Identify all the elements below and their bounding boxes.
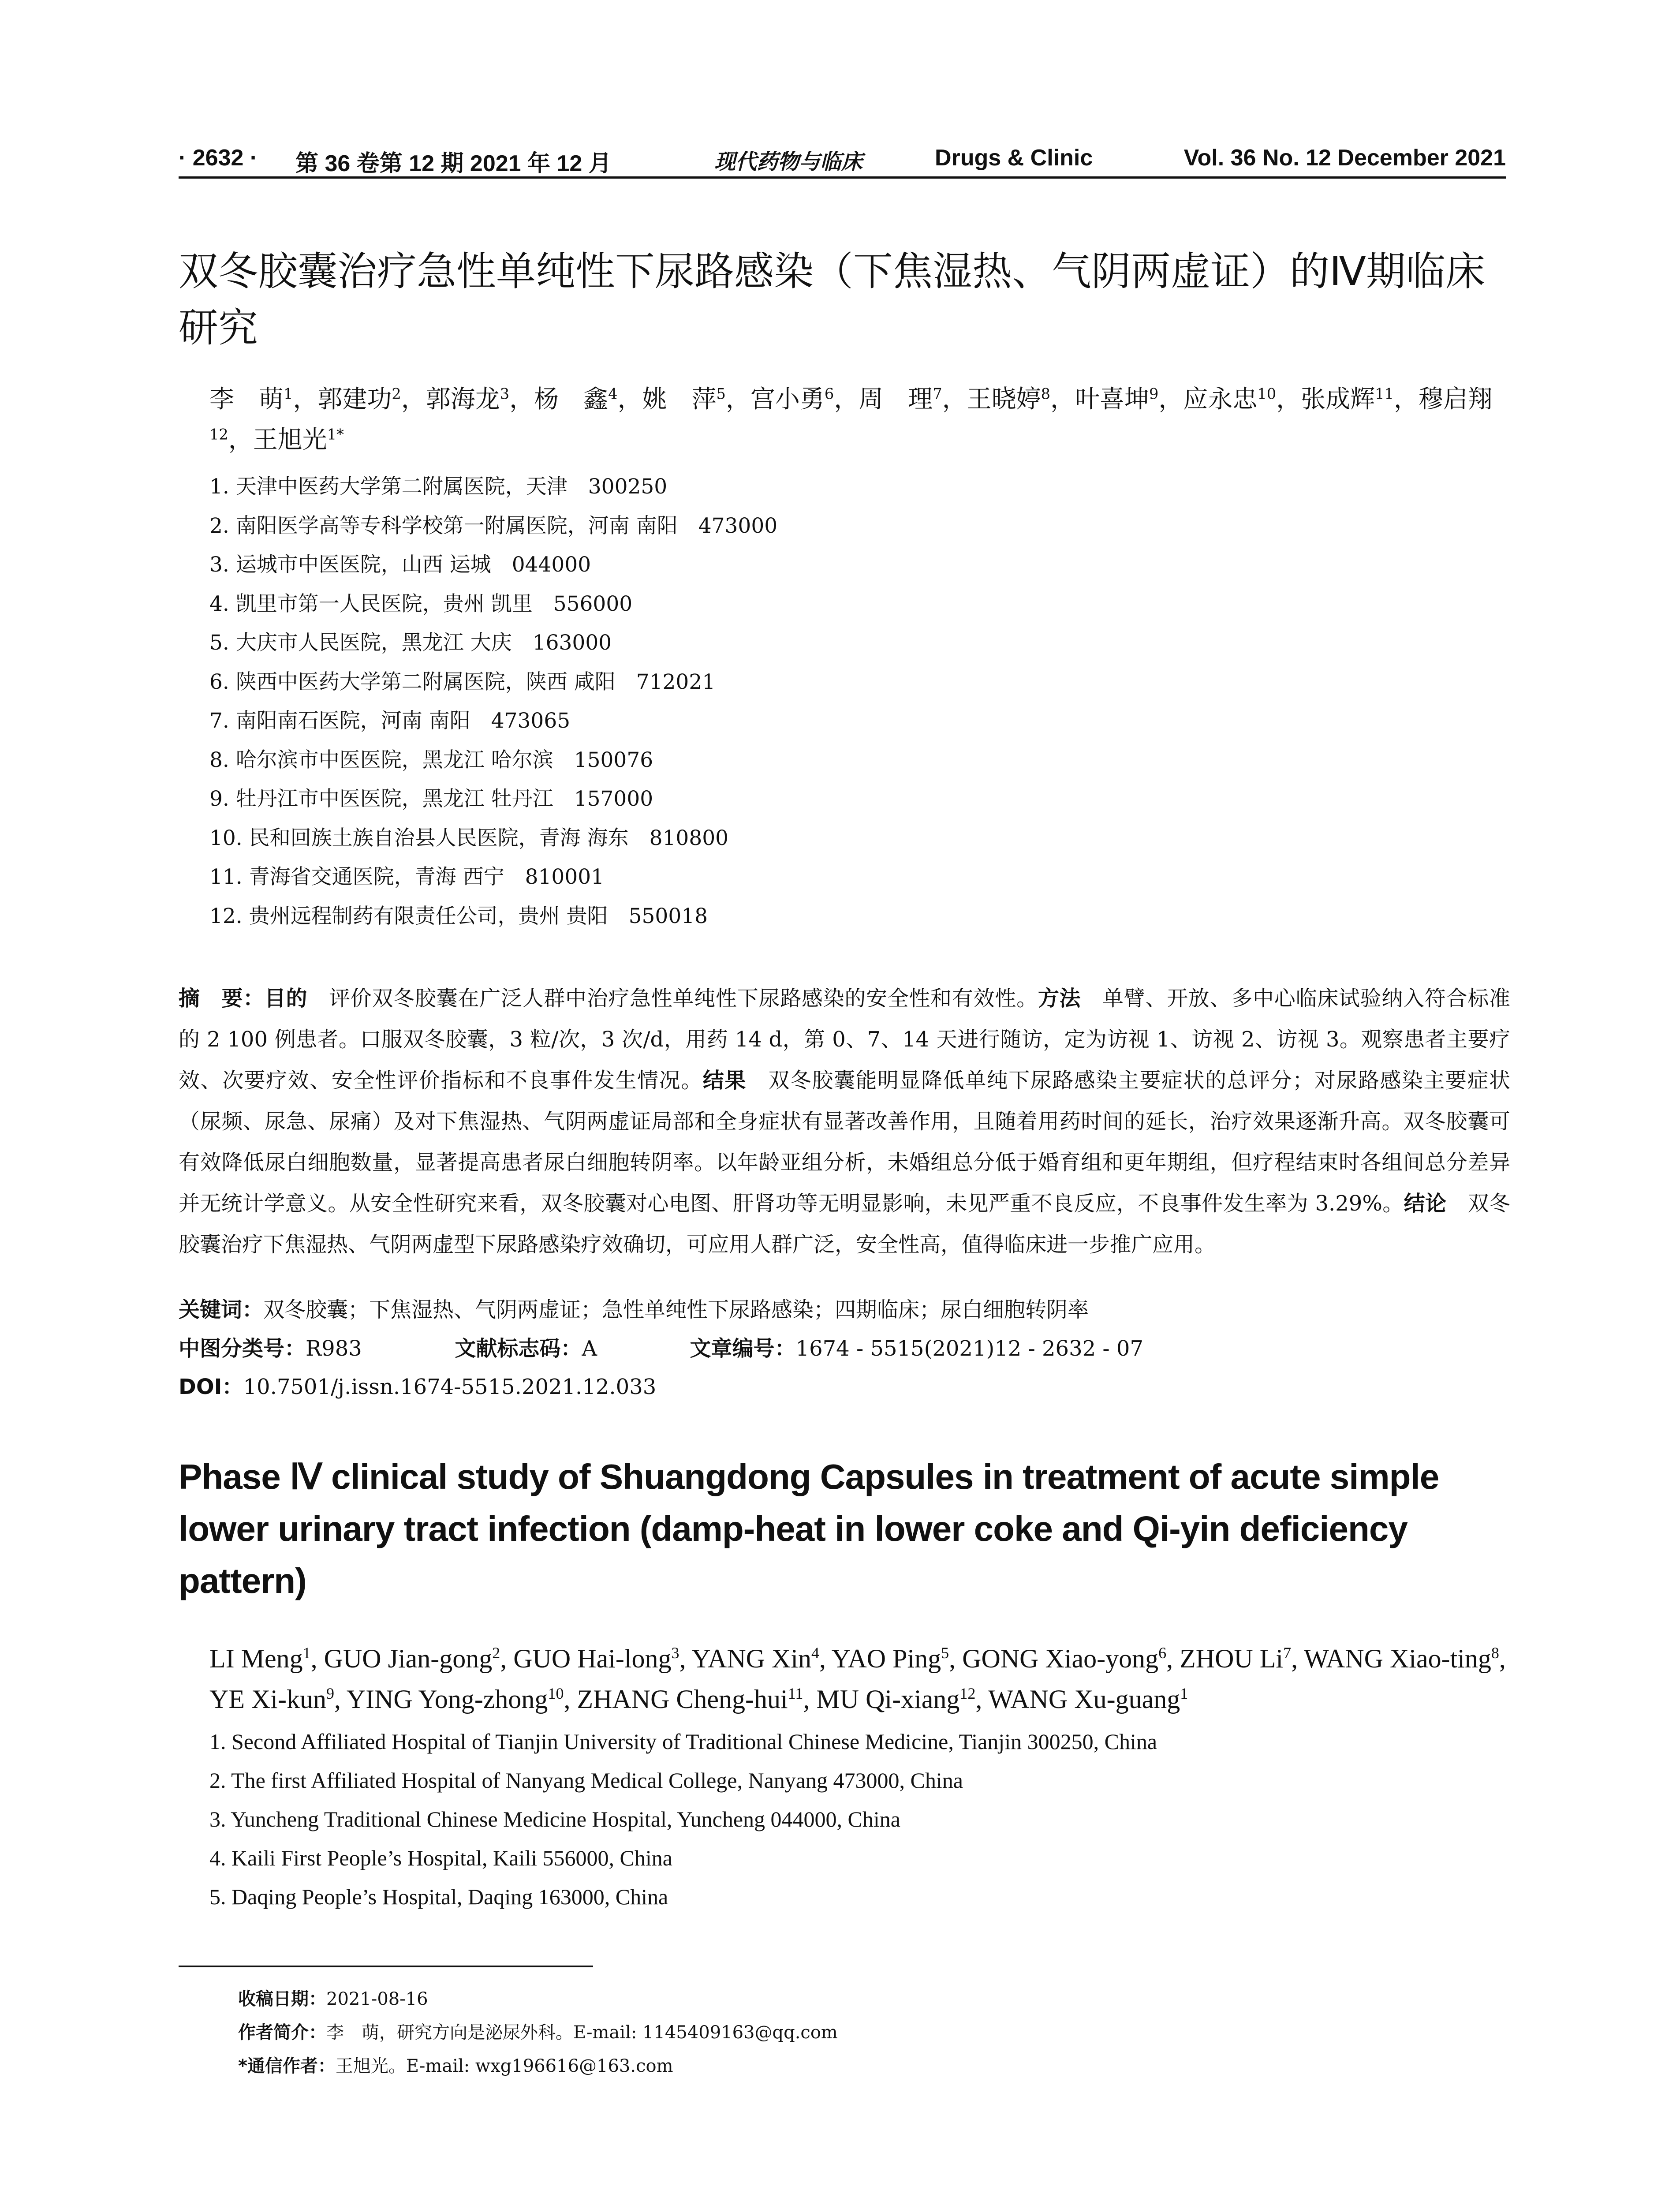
received-date: 2021-08-16 <box>326 1989 428 2009</box>
author-cn-name: 郭建功 <box>317 385 392 414</box>
affiliation-cn-item: 12. 贵州远程制药有限责任公司，贵州 贵阳 550018 <box>209 904 708 928</box>
author-cn-affiliation-mark: 9 <box>1149 385 1159 403</box>
clc-label: 中图分类号： <box>179 1336 306 1361</box>
affiliation-en-item: 5. Daqing People’s Hospital, Daqing 163000, China <box>209 1884 668 1909</box>
affiliations-cn <box>209 467 1488 936</box>
author-cn-affiliation-mark: 1 <box>284 385 293 403</box>
affiliation-cn-item: 11. 青海省交通医院，青海 西宁 810001 <box>209 865 605 889</box>
authors-en: LI Meng$^1$, GUO Jian-gong$^2$, GUO Hai-long$^3$, YANG Xin$^4$, YAO Ping$^5$, GONG Xiao-yong$^6$, ZHOU Li$^7$, WANG Xiao-ting$^8$, YE Xi-kun$^9$, YING Yong-zhong$^{10}$, ZHANG Cheng-hui$^{11}$, MU Qi-xiang$^{12}$, WANG Xu-guang$^1$ <box>209 1644 1506 1714</box>
author-cn-affiliation-mark: 5 <box>716 385 726 403</box>
author-cn-name: 杨 鑫 <box>534 385 609 414</box>
running-header <box>179 140 1506 179</box>
header-page-number: · 2632 · <box>179 145 258 171</box>
author-cn-name: 郭海龙 <box>426 385 500 414</box>
author-en-name: LI Meng <box>209 1644 303 1673</box>
doc-code-value: A <box>582 1336 597 1361</box>
author-en-name: YANG Xin <box>691 1644 811 1673</box>
author-en-name: ZHOU Li <box>1180 1644 1284 1673</box>
doi-line <box>179 1372 1510 1402</box>
results-label: 结果 <box>702 1068 747 1093</box>
author-en-name: GONG Xiao-yong <box>962 1644 1159 1673</box>
author-en-affiliation-mark: 6 <box>1158 1644 1167 1662</box>
abstract-label: 摘 要： <box>179 986 265 1011</box>
author-en-affiliation-mark: 9 <box>326 1685 334 1702</box>
keywords-text: 双冬胶囊；下焦湿热、气阴两虚证；急性单纯性下尿路感染；四期临床；尿白细胞转阴率 <box>263 1297 1089 1322</box>
affiliation-cn-item: 1. 天津中医药大学第二附属医院，天津 300250 <box>209 475 668 499</box>
footnotes <box>238 1982 1473 2083</box>
conclusion-text: 双冬胶囊治疗下焦湿热、气阴两虚型下尿路感染疗效确切，可应用人群广泛，安全性高，值得临床进一步推广应用。 <box>179 1191 1510 1257</box>
conclusion-label: 结论 <box>1404 1191 1447 1216</box>
author-cn-affiliation-mark: 8 <box>1041 385 1050 403</box>
author-en-affiliation-mark: 8 <box>1491 1644 1499 1662</box>
affiliation-cn-item: 10. 民和回族土族自治县人民医院，青海 海东 810800 <box>209 826 729 850</box>
author-cn-name: 王晓婷 <box>967 385 1041 414</box>
author-cn-name: 周 理 <box>859 385 933 414</box>
affiliation-cn-item: 7. 南阳南石医院，河南 南阳 473065 <box>209 709 571 733</box>
footnote-corresponding <box>238 2049 1473 2083</box>
doi-value[interactable]: 10.7501/j.issn.1674-5515.2021.12.033 <box>243 1375 657 1399</box>
authors-cn: 李 萌$^1$，郭建功$^2$，郭海龙$^3$，杨 鑫$^4$，姚 萍$^5$，宫小勇$^6$，周 理$^7$，王晓婷$^8$，叶喜坤$^9$，应永忠$^{10}$，张成辉$^{11}$，穆启翔$^{12}$，王旭光$^{1*}$ <box>209 385 1493 454</box>
author-en-affiliation-mark: 3 <box>671 1644 679 1662</box>
affiliation-cn-item: 6. 陕西中医药大学第二附属医院，陕西 咸阳 712021 <box>209 669 716 694</box>
results-text: 双冬胶囊能明显降低单纯下尿路感染主要症状的总评分；对尿路感染主要症状（尿频、尿急、尿痛）及对下焦湿热、气阴两虚证局部和全身症状有显著改善作用，且随着用药时间的延长，治疗效果逐渐升高。双冬胶囊可有效降低尿白细胞数量，显著提高患者尿白细胞转阴率。以年龄亚组分析，未婚组总分低于婚育组和更年期组，但疗程结束时各组间总分差异并无统计学意义。从安全性研究来看，双冬胶囊对心电图、肝肾功等无明显影响，未见严重不良反应，不良事件发生率为 3.29%。 <box>179 1068 1510 1216</box>
affiliation-cn-item: 4. 凯里市第一人民医院，贵州 凯里 556000 <box>209 591 633 616</box>
received-label: 收稿日期： <box>238 1989 326 2009</box>
author-cn-affiliation-mark: 2 <box>392 385 401 403</box>
author-en-name: GUO Hai-long <box>513 1644 672 1673</box>
affiliation-en-item: 2. The first Affiliated Hospital of Nanyang Medical College, Nanyang 473000, China <box>209 1768 963 1793</box>
corresponding-text[interactable]: 王旭光。E-mail: wxg196616@163.com <box>335 2056 673 2076</box>
footnote-author <box>238 2016 1473 2049</box>
footnote-received <box>238 1982 1473 2016</box>
author-en-name: GUO Jian-gong <box>324 1644 493 1673</box>
author-cn-affiliation-mark: 10 <box>1257 385 1277 403</box>
affiliation-en-item: 4. Kaili First People’s Hospital, Kaili 556000, China <box>209 1846 672 1870</box>
author-cn-name: 张成辉 <box>1301 385 1375 414</box>
classification-line <box>179 1333 1510 1364</box>
author-en-affiliation-mark: 1 <box>302 1644 311 1662</box>
author-en-affiliation-mark: 11 <box>788 1685 803 1702</box>
title-en: Phase Ⅳ clinical study of Shuangdong Capsules in treatment of acute simple lower urinary tract infection (damp-heat in lower coke and Qi-yin deficiency pattern) <box>179 1457 1439 1600</box>
affiliation-cn-item: 3. 运城市中医医院，山西 运城 044000 <box>209 553 591 577</box>
author-cn-name: 宫小勇 <box>750 385 825 414</box>
methods-text: 单臂、开放、多中心临床试验纳入符合标准的 2 100 例患者。口服双冬胶囊，3 粒/次，3 次/d，用药 14 d，第 0、7、14 天进行随访，定为访视 1、访视 2、访视 3。观察患者主要疗效、次要疗效、安全性评价指标和不良事件发生情况。 <box>179 986 1510 1093</box>
affiliation-cn-item: 8. 哈尔滨市中医医院，黑龙江 哈尔滨 150076 <box>209 747 653 772</box>
affiliation-cn-item: 2. 南阳医学高等专科学校第一附属医院，河南 南阳 473000 <box>209 513 778 538</box>
author-en-affiliation-mark: 4 <box>811 1644 819 1662</box>
author-bio-text[interactable]: 李 萌，研究方向是泌尿外科。E-mail: 1145409163@qq.com <box>326 2022 838 2043</box>
author-en-affiliation-mark: 1 <box>1180 1685 1188 1702</box>
author-en-name: YAO Ping <box>831 1644 941 1673</box>
doc-code-label: 文献标志码： <box>455 1336 582 1361</box>
author-en-name: WANG Xiao-ting <box>1303 1644 1491 1673</box>
author-en-name: YE Xi-kun <box>209 1685 326 1714</box>
author-cn-affiliation-mark: 1* <box>327 426 344 443</box>
author-en-name: YING Yong-zhong <box>346 1685 548 1714</box>
author-cn-name: 应永忠 <box>1183 385 1258 414</box>
author-en-name: ZHANG Cheng-hui <box>577 1685 788 1714</box>
author-en-affiliation-mark: 2 <box>492 1644 500 1662</box>
objective-label: 目的 <box>264 986 308 1011</box>
author-cn-affiliation-mark: 11 <box>1375 385 1394 403</box>
affiliation-cn-item: 5. 大庆市人民医院，黑龙江 大庆 163000 <box>209 631 612 655</box>
author-cn-affiliation-mark: 7 <box>933 385 942 403</box>
header-issue-cn: 第 36 卷第 12 期 2021 年 12 月 <box>295 151 612 176</box>
keywords-label: 关键词： <box>179 1297 264 1322</box>
affiliation-en-item: 3. Yuncheng Traditional Chinese Medicine Hospital, Yuncheng 044000, China <box>209 1807 900 1831</box>
author-cn-name: 叶喜坤 <box>1075 385 1149 414</box>
header-journal-cn: 现代药物与临床 <box>714 149 863 174</box>
article-no-label: 文章编号： <box>690 1336 796 1361</box>
author-cn-name: 李 萌 <box>209 385 284 414</box>
author-en-affiliation-mark: 5 <box>941 1644 949 1662</box>
clc-value: R983 <box>306 1336 362 1361</box>
affiliations-en <box>209 1722 1510 1916</box>
author-cn-affiliation-mark: 4 <box>608 385 618 403</box>
affiliation-cn-item: 9. 牡丹江市中医医院，黑龙江 牡丹江 157000 <box>209 787 653 811</box>
author-cn-affiliation-mark: 3 <box>500 385 510 403</box>
affiliation-en-item: 1. Second Affiliated Hospital of Tianjin University of Traditional Chinese Medicine, Tianjin 300250, China <box>209 1729 1157 1754</box>
title-cn: 双冬胶囊治疗急性单纯性下尿路感染（下焦湿热、气阴两虚证）的Ⅳ期临床研究 <box>179 248 1486 351</box>
author-en-affiliation-mark: 10 <box>548 1685 564 1702</box>
header-journal-en: Drugs & Clinic <box>935 145 1093 171</box>
author-en-affiliation-mark: 7 <box>1283 1644 1292 1662</box>
footnote-divider <box>179 1966 593 1967</box>
methods-label: 方法 <box>1038 986 1081 1011</box>
author-bio-label: 作者简介： <box>238 2022 326 2043</box>
author-cn-affiliation-mark: 12 <box>209 426 228 443</box>
author-cn-name: 穆启翔 <box>1418 385 1493 414</box>
corresponding-label: *通信作者： <box>238 2056 336 2076</box>
objective-text: 评价双冬胶囊在广泛人群中治疗急性单纯性下尿路感染的安全性和有效性。 <box>329 986 1038 1011</box>
author-cn-name: 王旭光 <box>253 426 327 454</box>
author-cn-name: 姚 萍 <box>642 385 717 414</box>
doi-label: DOI： <box>179 1375 243 1399</box>
author-en-name: MU Qi-xiang <box>816 1685 960 1714</box>
author-cn-affiliation-mark: 6 <box>824 385 834 403</box>
author-en-affiliation-mark: 12 <box>959 1685 976 1702</box>
author-en-name: WANG Xu-guang <box>988 1685 1180 1714</box>
abstract-cn <box>179 978 1510 1265</box>
header-volume-en: Vol. 36 No. 12 December 2021 <box>1183 145 1506 171</box>
keywords-line <box>179 1294 1510 1325</box>
article-no-value: 1674 - 5515(2021)12 - 2632 - 07 <box>795 1336 1143 1361</box>
